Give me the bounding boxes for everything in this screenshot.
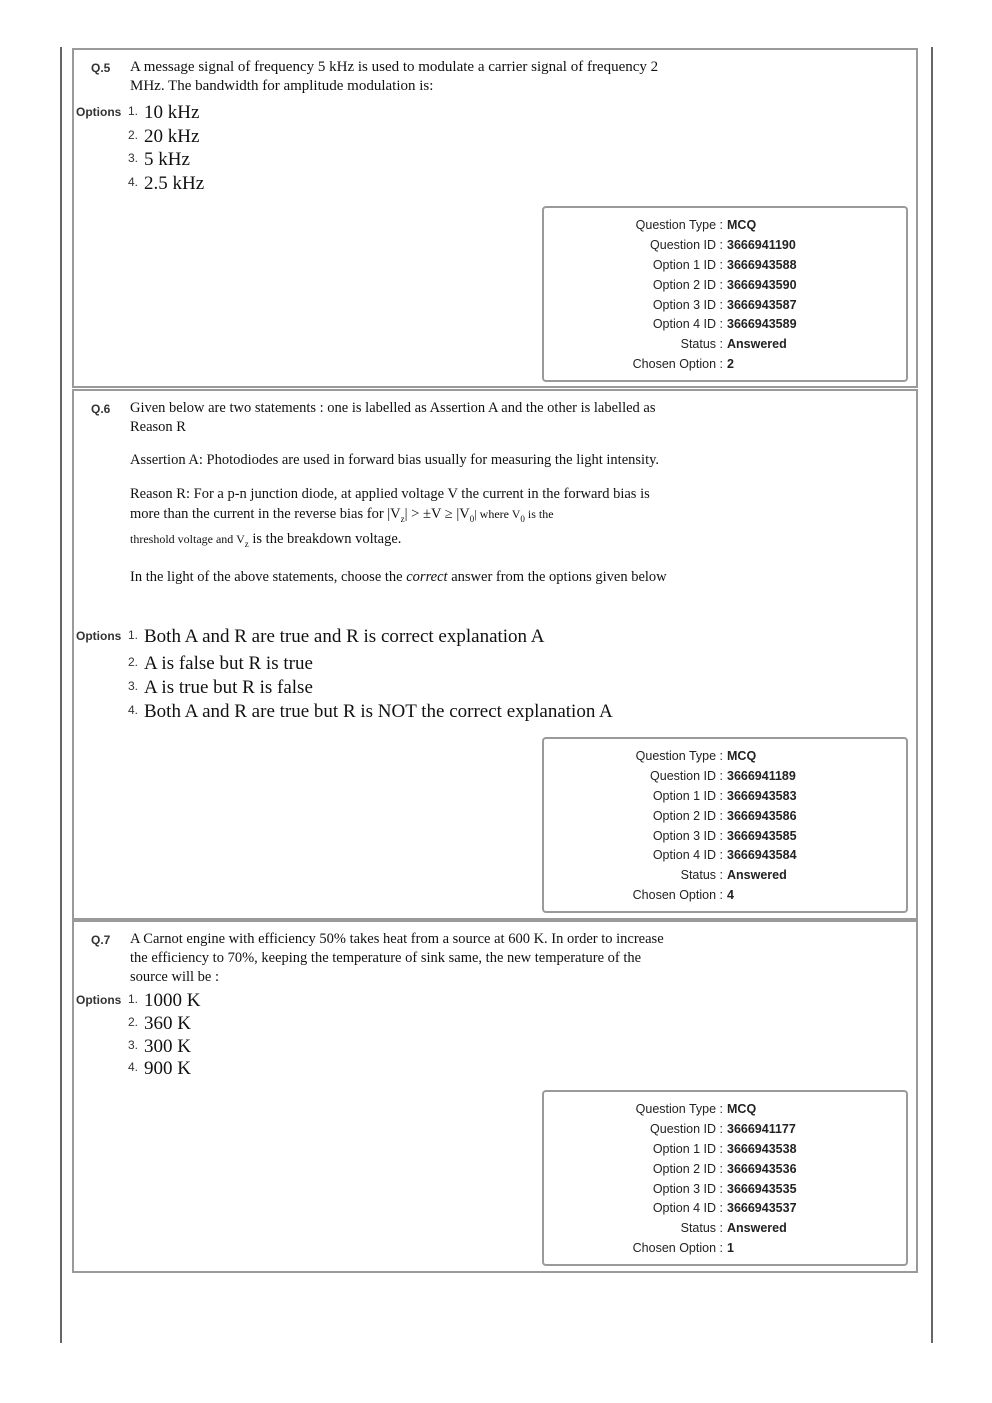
question-text bbox=[130, 58, 670, 110]
option-text: 300 K bbox=[144, 1036, 191, 1057]
option-item bbox=[128, 149, 190, 173]
option-number: 2. bbox=[128, 128, 139, 142]
question-text bbox=[130, 930, 670, 1001]
option-item bbox=[128, 1036, 191, 1060]
info-row-option4-id: Option 4 ID : 3666943589 bbox=[652, 317, 797, 332]
question-card-5 bbox=[72, 48, 918, 388]
info-row-status: Status : Answered bbox=[680, 1221, 787, 1236]
option-text: 360 K bbox=[144, 1013, 191, 1034]
info-row-option3-id: Option 3 ID : 3666943535 bbox=[652, 1181, 797, 1196]
question-info-panel bbox=[542, 1090, 908, 1266]
option-text: Both A and R are true but R is NOT the correct explanation A bbox=[144, 701, 613, 722]
option-item bbox=[128, 1013, 191, 1037]
info-row-question-type: Question Type : MCQ bbox=[635, 1102, 757, 1116]
option-number: 4. bbox=[128, 1060, 139, 1074]
question-number: Q.5 bbox=[91, 61, 111, 75]
option-number: 3. bbox=[128, 679, 139, 693]
option-item bbox=[128, 1058, 191, 1082]
option-item bbox=[128, 126, 199, 150]
info-row-option1-id: Option 1 ID : 3666943538 bbox=[652, 1141, 797, 1156]
info-row-option2-id: Option 2 ID : 3666943536 bbox=[652, 1161, 797, 1176]
question-text-paragraph: Given below are two statements : one is labelled as Assertion A and the other is labelled as Reason R bbox=[130, 400, 656, 435]
info-row-option4-id: Option 4 ID : 3666943537 bbox=[652, 1201, 797, 1216]
options-label: Options bbox=[76, 105, 122, 119]
info-row-chosen-option: Chosen Option : 2 bbox=[632, 357, 734, 372]
question-number: Q.7 bbox=[91, 933, 111, 947]
info-row-option1-id: Option 1 ID : 3666943583 bbox=[652, 788, 797, 803]
option-item bbox=[128, 990, 200, 1014]
question-info-panel bbox=[542, 737, 908, 913]
option-text: Both A and R are true and R is correct explanation A bbox=[144, 626, 545, 647]
option-text: A is false but R is true bbox=[144, 653, 313, 674]
option-item bbox=[128, 173, 204, 197]
info-row-option4-id: Option 4 ID : 3666943584 bbox=[652, 848, 797, 863]
option-item bbox=[128, 102, 199, 126]
info-row-status: Status : Answered bbox=[680, 337, 787, 352]
option-item bbox=[128, 701, 613, 725]
option-number: 1. bbox=[128, 628, 139, 642]
options-label: Options bbox=[76, 629, 122, 643]
info-row-option3-id: Option 3 ID : 3666943585 bbox=[652, 828, 797, 843]
option-number: 4. bbox=[128, 175, 139, 189]
option-text: A is true but R is false bbox=[144, 677, 313, 698]
option-number: 2. bbox=[128, 1015, 139, 1029]
option-item bbox=[128, 626, 544, 650]
question-text bbox=[130, 399, 670, 601]
option-number: 3. bbox=[128, 151, 139, 165]
question-card-6 bbox=[72, 389, 918, 920]
info-row-option2-id: Option 2 ID : 3666943586 bbox=[652, 808, 797, 823]
options-label: Options bbox=[76, 993, 122, 1007]
question-info-panel bbox=[542, 206, 908, 382]
question-text-paragraph: A Carnot engine with efficiency 50% takes heat from a source at 600 K. In order to increase the efficiency to 70%, keeping the temperature of sink same, the new temperature of the source will be : bbox=[130, 931, 664, 985]
info-row-chosen-option: Chosen Option : 4 bbox=[632, 888, 734, 903]
question-text-paragraph: In the light of the above statements, choose the correct answer from the options given below bbox=[130, 568, 667, 585]
option-item bbox=[128, 653, 313, 677]
info-row-question-type: Question Type : MCQ bbox=[635, 218, 757, 232]
info-row-option2-id: Option 2 ID : 3666943590 bbox=[652, 277, 797, 292]
info-row-question-id: Question ID : 3666941177 bbox=[650, 1121, 796, 1136]
option-text: 1000 K bbox=[144, 990, 201, 1011]
option-number: 4. bbox=[128, 703, 139, 717]
info-row-status: Status : Answered bbox=[680, 868, 787, 883]
option-number: 1. bbox=[128, 992, 139, 1006]
question-card-7 bbox=[72, 920, 918, 1273]
option-text: 20 kHz bbox=[144, 126, 200, 147]
question-text-paragraph: Reason R: For a p-n junction diode, at applied voltage V the current in the forward bias is more than the current in the reverse bias for $|V_z| > \pm V \ge |V_0|$ where $V_0$ is the threshold voltage and $V_z$ is the breakdown voltage. bbox=[130, 486, 650, 549]
option-item bbox=[128, 677, 313, 701]
option-number: 1. bbox=[128, 104, 139, 118]
info-row-question-id: Question ID : 3666941190 bbox=[650, 237, 796, 252]
question-text-paragraph: Assertion A: Photodiodes are used in forward bias usually for measuring the light intensity. bbox=[130, 452, 660, 468]
info-row-question-id: Question ID : 3666941189 bbox=[650, 768, 796, 783]
option-number: 2. bbox=[128, 655, 139, 669]
option-text: 10 kHz bbox=[144, 102, 200, 123]
info-row-option3-id: Option 3 ID : 3666943587 bbox=[652, 297, 797, 312]
page-border-right bbox=[931, 47, 933, 1343]
page-border-left bbox=[60, 47, 62, 1343]
option-number: 3. bbox=[128, 1038, 139, 1052]
info-row-question-type: Question Type : MCQ bbox=[635, 749, 757, 763]
info-row-option1-id: Option 1 ID : 3666943588 bbox=[652, 257, 797, 272]
option-text: 900 K bbox=[144, 1058, 191, 1079]
question-number: Q.6 bbox=[91, 402, 111, 416]
option-text: 2.5 kHz bbox=[144, 173, 205, 194]
info-row-chosen-option: Chosen Option : 1 bbox=[632, 1241, 734, 1256]
question-text-paragraph: A message signal of frequency 5 kHz is used to modulate a carrier signal of frequency 2 MHz. The bandwidth for amplitude modulation is: bbox=[130, 59, 659, 94]
option-text: 5 kHz bbox=[144, 149, 190, 170]
